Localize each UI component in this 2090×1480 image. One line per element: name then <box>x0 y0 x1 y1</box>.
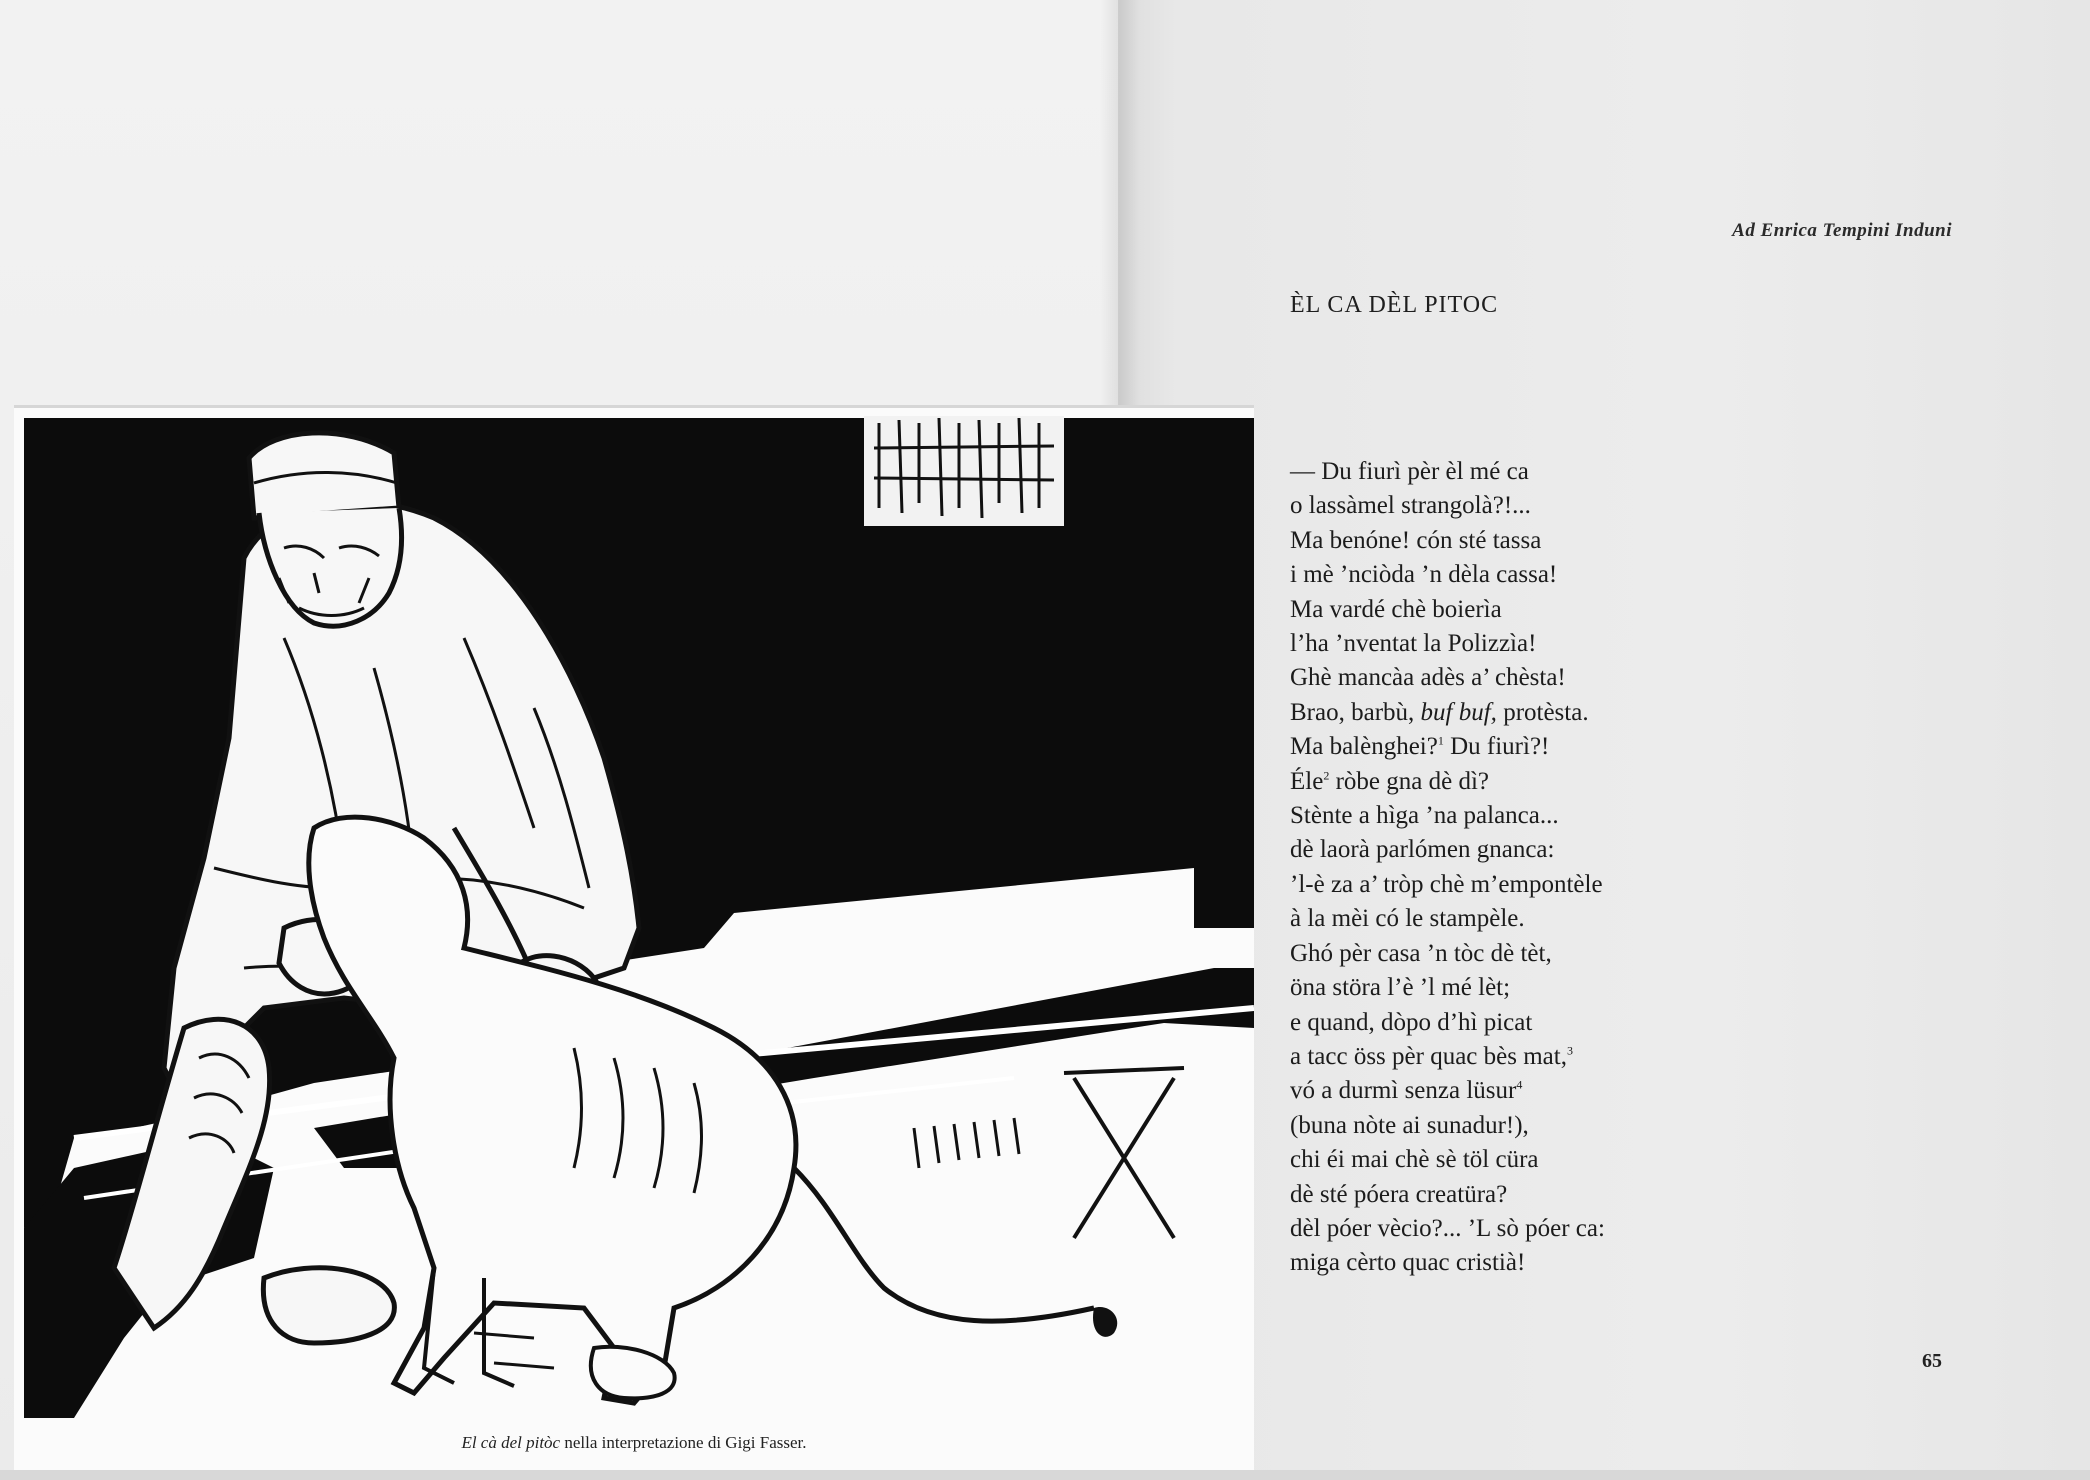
poem-title: ÈL CA DÈL PITOC <box>1290 292 1499 318</box>
poem-line: dèl póer vècio?... ’L sò póer ca: <box>1290 1214 1605 1242</box>
illustration-box <box>14 405 1254 1480</box>
dedication: Ad Enrica Tempini Induni <box>1732 220 1952 241</box>
balenghei-before: Ma balènghei? <box>1290 733 1438 761</box>
poem-line: Ghó pèr casa ’n tòc dè tèt, <box>1290 939 1552 967</box>
poem-line: chi éi mai chè sè töl cüra <box>1290 1146 1539 1174</box>
caption-title: El cà del pitòc <box>461 1433 561 1452</box>
poem-line: miga cèrto quac cristià! <box>1290 1249 1526 1277</box>
poem-line: öna störa l’è ’l mé lèt; <box>1290 974 1511 1002</box>
ele-before: Éle <box>1290 767 1324 795</box>
poem-line-brao <box>1290 696 1605 730</box>
poem-line: Ghè mancàa adès a’ chèsta! <box>1290 664 1566 692</box>
page-number: 65 <box>1922 1350 1942 1372</box>
poem-line: (buna nòte ai sunadur!), <box>1290 1111 1529 1139</box>
ele-after: ròbe gna dè dì? <box>1329 767 1489 795</box>
lusur-text: vó a durmì senza lüsur <box>1290 1077 1517 1105</box>
illustration-caption <box>14 1433 1254 1453</box>
poem-line: ’l-è za a’ tròp chè m’empontèle <box>1290 870 1603 898</box>
poem-line-mat <box>1290 1040 1605 1074</box>
poem-line: Ma benóne! cón sté tassa <box>1290 526 1542 554</box>
poem-line: dè sté póera creatüra? <box>1290 1180 1508 1208</box>
poem-line-lusur <box>1290 1074 1605 1108</box>
poem-body <box>1290 455 1605 1281</box>
mat-text: a tacc öss pèr quac bès mat, <box>1290 1042 1567 1070</box>
poem-line: e quand, dòpo d’hì picat <box>1290 1008 1533 1036</box>
brao-before: Brao, barbù, <box>1290 698 1421 726</box>
brao-italic: buf buf, <box>1420 698 1497 726</box>
poem-line-balenghei <box>1290 730 1605 764</box>
poem-line: i mè ’nciòda ’n dèla cassa! <box>1290 561 1558 589</box>
poem-line: à la mèi có le stampèle. <box>1290 905 1525 933</box>
bottom-strip <box>0 1470 2090 1480</box>
caption-text: nella interpretazione di Gigi Fasser. <box>560 1433 807 1452</box>
poem-line: dè laorà parlómen gnanca: <box>1290 836 1555 864</box>
footnote-marker-1: 1 <box>1437 733 1444 748</box>
brao-after: protèsta. <box>1496 698 1589 726</box>
balenghei-after: Du fiurì?! <box>1443 733 1550 761</box>
poem-line: o lassàmel strangolà?!... <box>1290 492 1531 520</box>
poem-line: Stènte a hìga ’na palanca... <box>1290 802 1559 830</box>
footnote-marker-4: 4 <box>1516 1077 1523 1092</box>
ink-illustration-man-and-dog <box>14 408 1254 1428</box>
footnote-marker-2: 2 <box>1323 768 1330 783</box>
poem-line-ele <box>1290 765 1605 799</box>
footnote-marker-3: 3 <box>1566 1043 1573 1058</box>
poem-line: l’ha ’nventat la Polizzìa! <box>1290 630 1537 658</box>
poem-line: Ma vardé chè boierìa <box>1290 595 1502 623</box>
poem-line: — Du fiurì pèr èl mé ca <box>1290 458 1529 485</box>
